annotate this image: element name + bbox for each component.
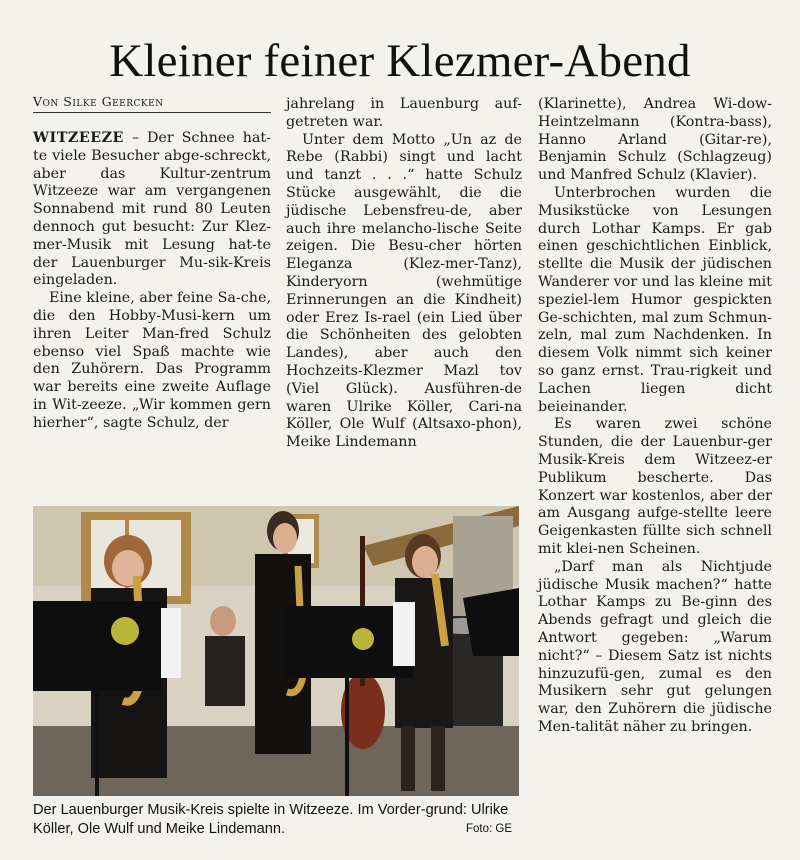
paragraph-1 [33,130,271,290]
paragraph-8: „Darf man als Nichtjude jüdische Musik machen?“ hatte Lothar Kamps zu Be-ginn des Abends gefragt und gleich die Antwort gegeben: „Warum nicht?“ – Diesem Satz ist nichts hinzuzufü-gen, zumal es den Musikern sehr gut gelungen war, den Zuhörern die jüdische Men-talität näher zu bringen. [538,558,772,735]
byline: Von Silke Geercken [33,94,271,113]
dateline-place: WITZEEZE [33,130,124,146]
paragraph-2: Eine kleine, aber feine Sa-che, die den Hobby-Musi-kern um ihren Leiter Man-fred Schulz ebenso viel Spaß machte wie den Zuhörern. Das Programm war bereits eine zweite Auflage in Wit-zeeze. „Wir kommen gern hierher“, sagte Schulz, der [33,290,271,431]
paragraph-3: jahrelang in Lauenburg auf-getreten war. [286,96,522,130]
paragraph-6: Unterbrochen wurden die Musikstücke von Lesungen durch Lothar Kamps. Er gab einen geschichtlichen Einblick, stellte die Musik der jüdischen Wanderer vor und las kleine mit speziel-lem Humor gespickten Ge-schichten, mal zum Schmun-zeln, mal zum Nachdenken. In diesem Volk nimmt sich keiner so ganz ernst. Trau-rigkeit und Lachen liegen dicht beieinander. [538,184,772,415]
headline: Kleiner feiner Klezmer-Abend [109,35,691,87]
concert-photo [33,506,519,796]
concert-photo-illustration [33,506,519,796]
article-column-1 [33,130,271,433]
photo-caption: Der Lauenburger Musik-Kreis spielte in Witzeeze. Im Vorder-grund: Ulrike Köller, Ole Wulf und Meike Lindemann. [33,802,509,837]
paragraph-4: Unter dem Motto „Un az de Rebe (Rabbi) singt und lacht und tanzt . . .“ hatte Schulz Stücke ausgewählt, die die jüdische Lebensfreu-de, aber auch ihre melancho-lische Seite zeigen. Die Besu-cher hörten Eleganza (Klez-mer-Tanz), Kinderyorn (wehmütige Erinnerungen an die Kindheit) oder Erez Is-rael (ein Lied über die Schönheiten des gelobten Landes), aber auch den Hochzeits-Klezmer Mazl tov (Viel Glück). Ausführen-de waren Ulrike Köller, Cari-na Köller, Ole Wulf (Altsaxo-phon), Meike Lindemann [286,131,522,451]
paragraph-5: (Klarinette), Andrea Wi-dow-Heintzelmann (Kontra-bass), Hanno Arland (Gitar-re), Benjamin Schulz (Schlagzeug) und Manfred Schulz (Klavier). [538,96,772,184]
paragraph-7: Es waren zwei schöne Stunden, die der Lauenbur-ger Musik-Kreis dem Witzeez-er Publikum bescherte. Das Konzert war kostenlos, aber der am Ausgang aufge-stellte leere Geigenkasten füllte sich schnell mit klei-nen Scheinen. [538,416,772,557]
article-column-2 [286,96,522,452]
article-column-3 [538,96,772,737]
paragraph-1-text: – Der Schnee hat-te viele Besucher abge-schreckt, aber das Kultur-zentrum Witzeeze war am vergangenen Sonnabend mit rund 80 Leuten dennoch gut besucht: Zur Klez-mer-Musik mit Lesung hat-te der Lauenburger Mu-sik-Kreis eingeladen. [33,130,271,289]
photo-credit: Foto: GE [466,823,513,835]
